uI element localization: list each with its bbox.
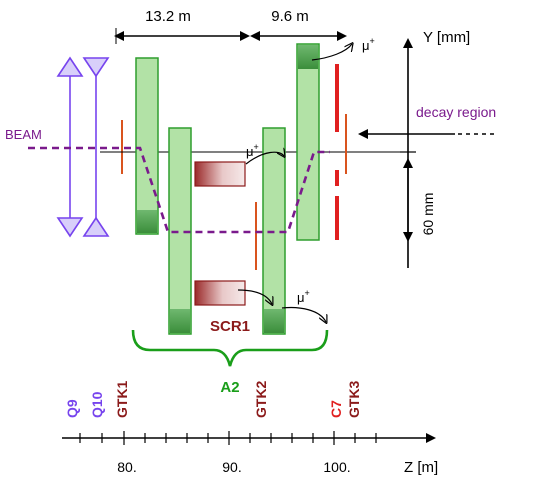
- label-gtk1: GTK1: [114, 380, 130, 418]
- scraper-lower: [195, 281, 245, 305]
- element-labels: [64, 380, 362, 418]
- label-c7: C7: [328, 400, 344, 418]
- a2-brace: [133, 330, 327, 366]
- dipole-magnet-1: [136, 58, 158, 234]
- label-q9: Q9: [64, 399, 80, 418]
- dim-9-6-label: 9.6 m: [271, 8, 309, 25]
- mu-label-upper: μ+: [362, 36, 375, 53]
- dim-60mm-label: 60 mm: [420, 192, 436, 236]
- z-axis-label: Z [m]: [404, 459, 439, 476]
- label-q10: Q10: [89, 391, 105, 418]
- dim-13-2-label: 13.2 m: [145, 8, 191, 25]
- dimension-13-2: [116, 8, 248, 44]
- decay-region-label: decay region: [416, 104, 497, 120]
- dipole-magnet-4: [297, 44, 319, 240]
- dimension-9-6: [252, 8, 345, 36]
- label-gtk2: GTK2: [253, 380, 269, 418]
- scraper-upper: [195, 162, 245, 186]
- muon-track-lower-exit: [282, 308, 326, 322]
- a2-label: A2: [220, 379, 240, 396]
- label-gtk3: GTK3: [346, 380, 362, 418]
- scr1-label: SCR1: [210, 318, 251, 335]
- y-axis-label: Y [mm]: [423, 29, 471, 46]
- mu-label-middle: μ+: [246, 142, 259, 159]
- z-tick-80: 80.: [117, 459, 137, 475]
- z-tick-90: 90.: [222, 459, 242, 475]
- z-tick-100: 100.: [323, 459, 351, 475]
- beam-label: BEAM: [5, 127, 42, 142]
- mu-label-lower: μ+: [297, 288, 310, 305]
